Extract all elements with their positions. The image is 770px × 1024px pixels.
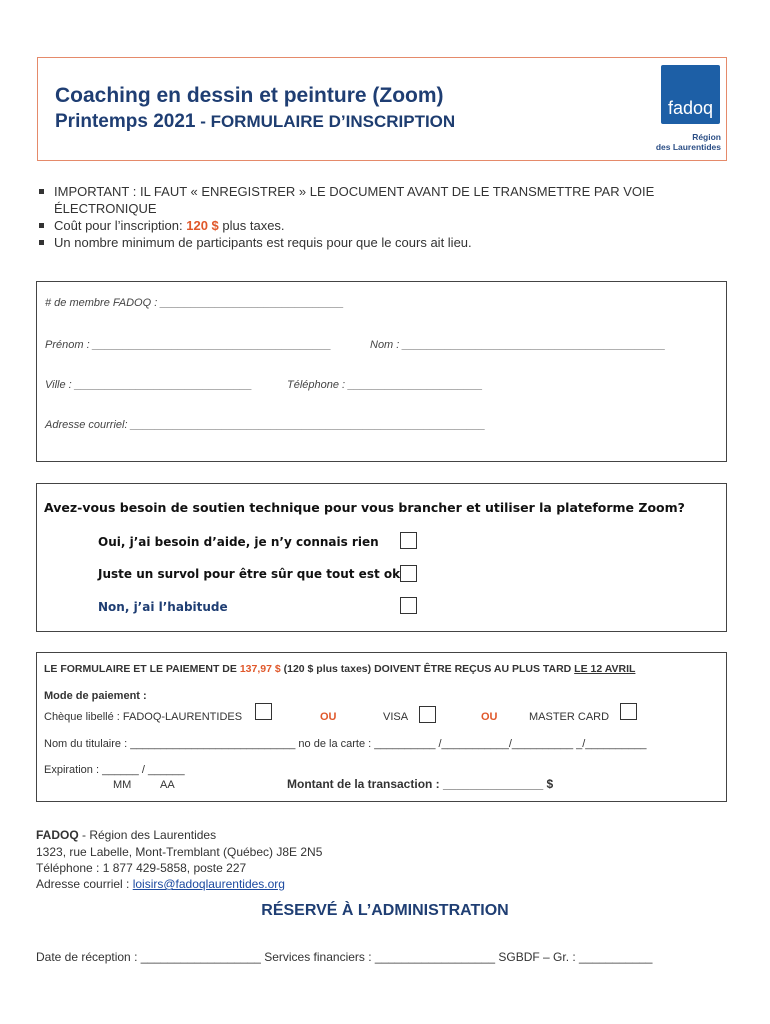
cost-suffix: plus taxes. <box>218 218 285 233</box>
month-label: MM <box>113 779 132 791</box>
year-label: AA <box>160 779 175 791</box>
option-overview-checkbox[interactable] <box>400 565 417 582</box>
support-question: Avez-vous besoin de soutien technique pour vous brancher et utiliser la plateforme Zoom? <box>44 500 685 515</box>
visa-checkbox[interactable] <box>419 706 436 723</box>
list-item <box>37 217 717 234</box>
logo-region-line1: Région <box>692 132 721 142</box>
member-number-field[interactable]: # de membre FADOQ : ______________________________ <box>45 297 344 309</box>
minimum-notice: Un nombre minimum de participants est requis pour que le cours ait lieu. <box>54 235 472 250</box>
phone-field[interactable]: Téléphone : ______________________ <box>287 379 483 391</box>
expiration-field[interactable]: Expiration : ______ / ______ <box>44 764 185 776</box>
email-field[interactable]: Adresse courriel: __________________________________________________________ <box>45 419 486 431</box>
option-overview-label: Juste un survol pour être sûr que tout est ok <box>98 567 401 581</box>
deadline-text-cont: (120 $ plus taxes) DOIVENT ÊTRE REÇUS AU PLUS TARD <box>280 663 575 675</box>
form-subtitle <box>55 111 455 133</box>
list-item <box>37 234 717 251</box>
list-item <box>37 183 717 217</box>
contact-phone: Téléphone : 1 877 429-5858, poste 227 <box>36 861 247 875</box>
admin-fields: Date de réception : __________________ Services financiers : __________________ SGBDF – Gr. : ___________ <box>36 950 653 964</box>
email-link[interactable]: loisirs@fadoqlaurentides.org <box>132 877 285 891</box>
or-label: OU <box>320 711 337 723</box>
important-notice-cont: ÉLECTRONIQUE <box>54 201 157 216</box>
deadline-date: LE 12 AVRIL <box>574 663 636 675</box>
lastname-field[interactable]: Nom : ___________________________________________ <box>370 339 666 351</box>
deadline-amount: 137,97 $ <box>239 663 281 675</box>
option-experienced-checkbox[interactable] <box>400 597 417 614</box>
instructions-list <box>37 183 717 251</box>
cost-price: 120 $ <box>186 218 219 233</box>
visa-label: VISA <box>383 711 409 723</box>
form-title: Coaching en dessin et peinture (Zoom) <box>55 84 444 107</box>
contact-org <box>36 828 216 842</box>
logo-region-label <box>600 132 721 152</box>
option-need-help-checkbox[interactable] <box>400 532 417 549</box>
cheque-label: Chèque libellé : FADOQ-LAURENTIDES <box>44 711 243 723</box>
important-notice: IMPORTANT : IL FAUT « ENREGISTRER » LE DOCUMENT AVANT DE LE TRANSMETTRE PAR VOIE <box>54 184 655 199</box>
option-experienced-label: Non, j’ai l’habitude <box>98 600 228 614</box>
contact-address: 1323, rue Labelle, Mont-Tremblant (Québec) J8E 2N5 <box>36 845 323 859</box>
mastercard-label: MASTER CARD <box>529 711 610 723</box>
deadline-text: LE FORMULAIRE ET LE PAIEMENT DE <box>44 663 240 675</box>
cheque-checkbox[interactable] <box>255 703 272 720</box>
logo-region-line2: des Laurentides <box>655 142 721 152</box>
or-label: OU <box>481 711 498 723</box>
cost-label: Coût pour l’inscription: <box>54 218 187 233</box>
contact-email-line <box>36 877 285 891</box>
admin-title: RÉSERVÉ À L’ADMINISTRATION <box>261 902 509 919</box>
payment-deadline <box>44 663 635 675</box>
form-type-label: - FORMULAIRE D’INSCRIPTION <box>195 112 456 131</box>
org-name: FADOQ <box>36 828 79 842</box>
mastercard-checkbox[interactable] <box>620 703 637 720</box>
payment-mode-label: Mode de paiement : <box>44 690 147 702</box>
season-label: Printemps 2021 <box>55 111 196 132</box>
firstname-field[interactable]: Prénom : _______________________________________ <box>45 339 332 351</box>
city-field[interactable]: Ville : _____________________________ <box>45 379 253 391</box>
option-need-help-label: Oui, j’ai besoin d’aide, je n’y connais rien <box>98 535 379 549</box>
fadoq-logo-text: fadoq <box>667 98 714 118</box>
email-label: Adresse courriel : <box>36 877 133 891</box>
transaction-amount-field[interactable]: Montant de la transaction : _______________ $ <box>287 777 554 791</box>
cardholder-card-fields[interactable]: Nom du titulaire : ___________________________ no de la carte : __________ /___________/__________ _/__________ <box>44 738 647 750</box>
org-region: - Région des Laurentides <box>78 828 217 842</box>
